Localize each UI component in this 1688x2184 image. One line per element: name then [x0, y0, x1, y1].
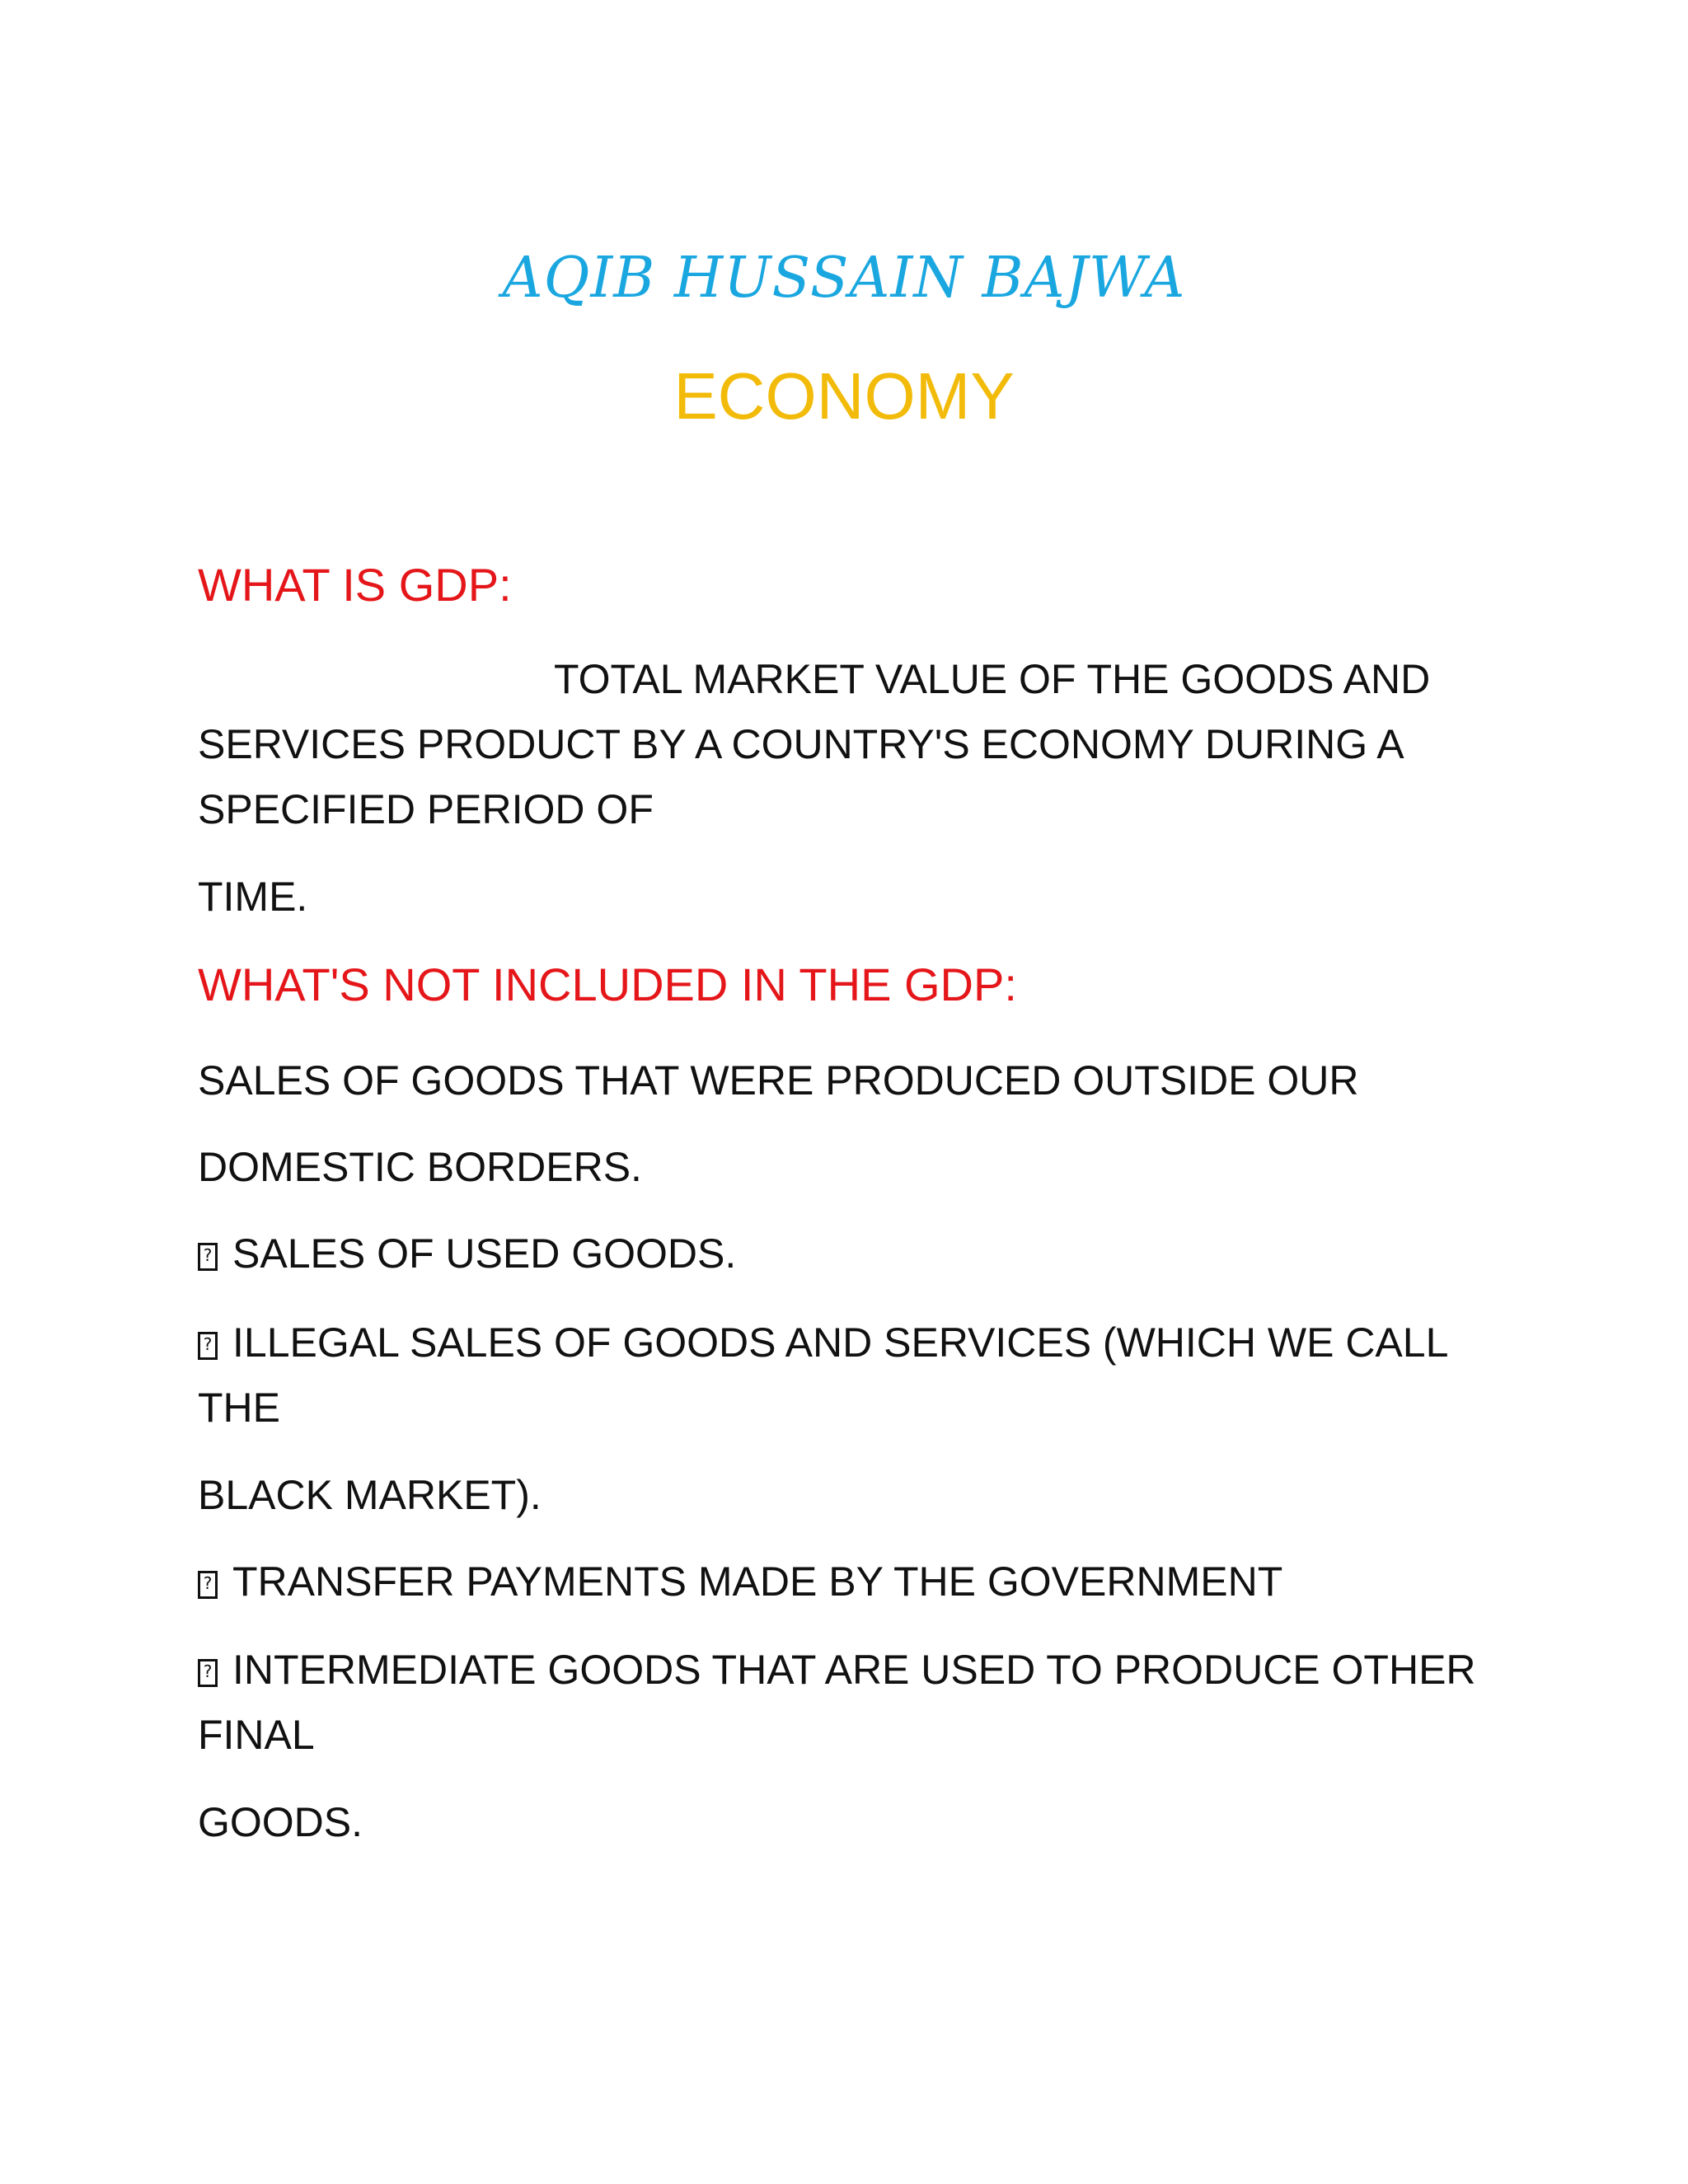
list-item-continuation: BLACK MARKET).: [198, 1472, 542, 1518]
list-item-continuation: THE: [198, 1385, 280, 1431]
not-included-line: DOMESTIC BORDERS.: [198, 1144, 642, 1190]
list-item: [198, 1558, 1282, 1605]
gdp-definition-line: TOTAL MARKET VALUE OF THE GOODS AND: [554, 656, 1431, 702]
missing-glyph-box-icon: [198, 1332, 218, 1360]
list-item-text: INTERMEDIATE GOODS THAT ARE USED TO PRODUCE OTHER: [232, 1647, 1476, 1693]
list-item: [198, 1646, 1476, 1694]
list-item-text: ILLEGAL SALES OF GOODS AND SERVICES (WHICH WE CALL: [232, 1319, 1449, 1366]
subject-title: ECONOMY: [673, 359, 1015, 433]
missing-glyph-box-icon: [198, 1243, 218, 1271]
list-item: [198, 1319, 1448, 1366]
gdp-definition-line: TIME.: [198, 874, 308, 920]
list-item-continuation: FINAL: [198, 1712, 315, 1758]
author-name: AQIB HUSSAIN BAJWA: [502, 246, 1186, 311]
not-included-line: SALES OF GOODS THAT WERE PRODUCED OUTSIDE OUR: [198, 1057, 1359, 1104]
gdp-definition-line: SERVICES PRODUCT BY A COUNTRY'S ECONOMY DURING A: [198, 721, 1404, 767]
not-included-heading: WHAT'S NOT INCLUDED IN THE GDP:: [198, 958, 1017, 1010]
missing-glyph-box-icon: [198, 1571, 218, 1599]
list-item-text: SALES OF USED GOODS.: [232, 1230, 737, 1277]
list-item-continuation: GOODS.: [198, 1799, 363, 1845]
missing-glyph-box-icon: [198, 1659, 218, 1687]
gdp-definition-line: SPECIFIED PERIOD OF: [198, 786, 654, 832]
gdp-heading: WHAT IS GDP:: [198, 559, 512, 611]
list-item: [198, 1230, 736, 1277]
list-item-text: TRANSFER PAYMENTS MADE BY THE GOVERNMENT: [232, 1558, 1283, 1605]
